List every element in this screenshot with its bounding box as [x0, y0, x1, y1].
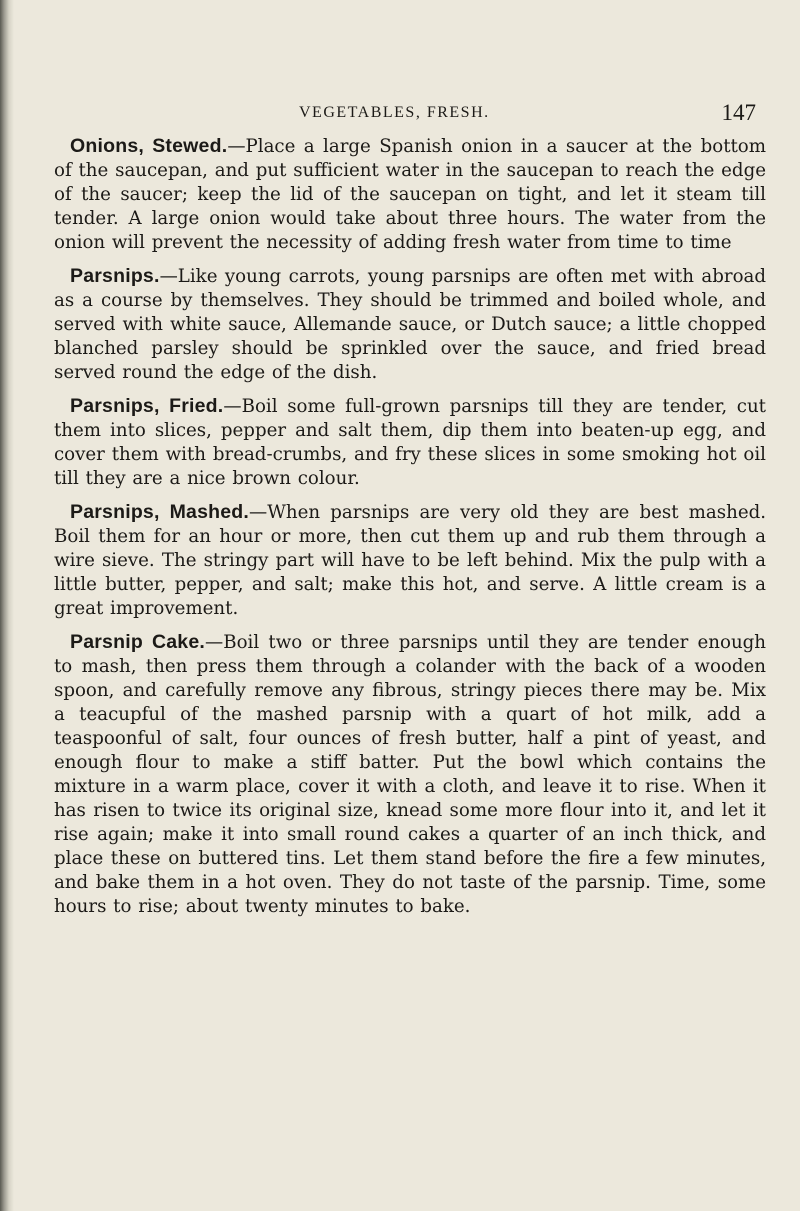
recipe-entry-parsnips	[54, 264, 766, 385]
page-number: 147	[721, 100, 756, 125]
recipe-body: —When parsnips are very old they are best mashed. Boil them for an hour or more, then cut them up and rub them through a wire sieve. The stringy part will have to be left behind. Mix the pulp with a little butter, pepper, and salt; make this hot, and serve. A little cream is a great improvement.	[54, 502, 767, 619]
recipe-body: —Boil two or three parsnips until they are tender enough to mash, then press them through a colander with the back of a wooden spoon, and carefully remove any fibrous, stringy pieces there may be. Mix a teacupful of the mashed parsnip with a quart of hot milk, add a teaspoonful of salt, four ounces of fresh butter, half a pint of yeast, and enough flour to make a stiff batter. Put the bowl which contains the mixture in a warm place, cover it with a cloth, and leave it to rise. When it has risen to twice its original size, knead some more flour into it, and let it rise again; make it into small round cakes a quarter of an inch thick, and place these on buttered tins. Let them stand before the fire a few minutes, and bake them in a hot oven. They do not taste of the parsnip. Time, some hours to rise; about twenty minutes to bake.	[54, 632, 767, 917]
recipe-body: —Like young carrots, young parsnips are often met with abroad as a course by themselves. They should be trimmed and boiled whole, and served with white sauce, Allemande sauce, or Dutch sauce; a little chopped blanched parsley should be sprinkled over the sauce, and fried bread served round the edge of the dish.	[54, 266, 766, 383]
book-page	[54, 100, 766, 928]
recipe-body: —Boil some full-grown parsnips till they are tender, cut them into slices, pepper and salt them, dip them into beaten-up egg, and cover them with bread-crumbs, and fry these slices in some smoking hot oil till they are a nice brown colour.	[54, 396, 766, 489]
recipe-body: —Place a large Spanish onion in a saucer at the bottom of the saucepan, and put sufficient water in the saucepan to reach the edge of the saucer; keep the lid of the saucepan on tight, and let it steam till tender. A large onion would take about three hours. The water from the onion will prevent the necessity of adding fresh water from time to time	[54, 136, 767, 253]
recipe-entry-onions-stewed	[54, 134, 766, 255]
recipe-heading: Parsnips, Fried.	[70, 395, 224, 417]
recipe-entry-parsnip-cake	[54, 630, 766, 919]
recipe-heading: Parsnip Cake.	[70, 631, 206, 653]
running-head	[54, 100, 766, 134]
recipe-entry-parsnips-fried	[54, 394, 766, 491]
book-spine-edge	[0, 0, 14, 1211]
recipe-heading: Onions, Stewed.	[70, 135, 228, 157]
running-title: VEGETABLES, FRESH.	[299, 104, 490, 121]
recipe-entry-parsnips-mashed	[54, 500, 766, 621]
recipe-heading: Parsnips, Mashed.	[70, 501, 250, 523]
recipe-heading: Parsnips.	[70, 265, 160, 287]
